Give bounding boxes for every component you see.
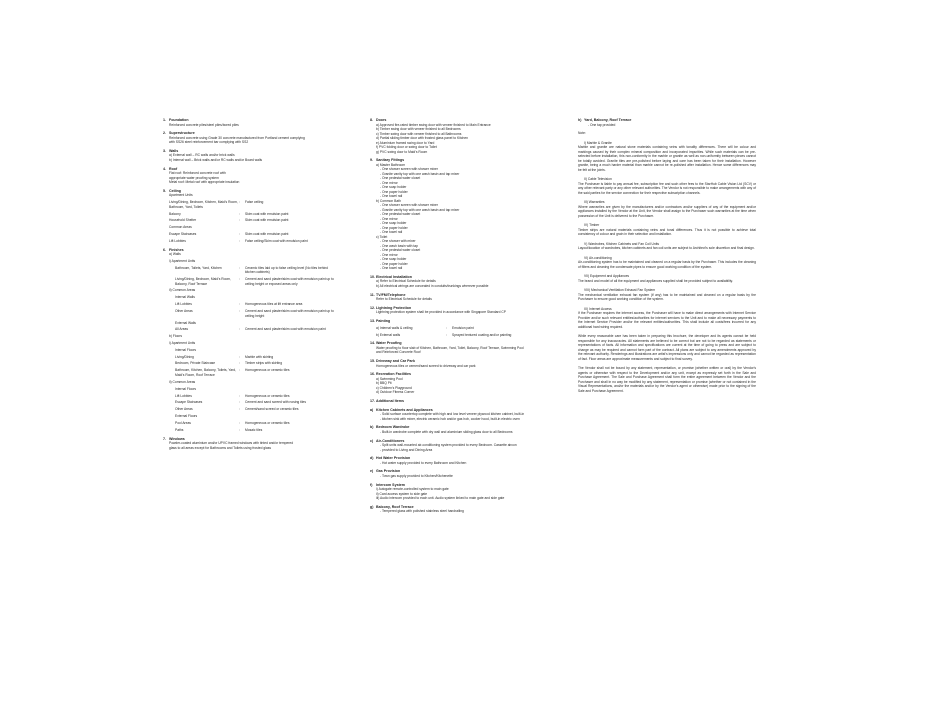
- section-number: h): [578, 118, 582, 122]
- spec-section: [578, 118, 756, 127]
- section-number: 2.: [163, 131, 166, 136]
- spec-label: Lift Lobbies: [175, 302, 192, 307]
- spec-section: [370, 439, 548, 453]
- note-text: The Vendor shall not be bound by any statement, representation, or promise (whether written or oral) by the Vendor's agents or otherwise with respect to the Development and/or any unit, except as expressly set forth in the Sale and Purchase Agreement. The Sale and Purchase Agreement shall form the entire agreement between the Vendor and the Purchaser and shall in no way be modified by any statement, representation or promise (whether or not contained in the Visual Representations, and/or the materials and/or by the Vendor's agent or otherwise) made prior to the signing of the Sale and Purchase Agreement.: [578, 366, 756, 393]
- spec-label: Lift Lobbies: [169, 239, 186, 244]
- note-block: [578, 307, 756, 330]
- section-title: Bedroom Wardrobe: [376, 425, 410, 430]
- section-number: 15.: [370, 359, 375, 364]
- spec-section: [163, 118, 335, 127]
- spec-label: Bathroom, Toilets, Yard, Kitchen: [175, 265, 222, 270]
- section-number: 14.: [370, 341, 375, 346]
- spec-label: Bedroom, Private Staircase: [175, 361, 216, 366]
- spec-row: [163, 266, 335, 275]
- section-title: Yard, Balcony, Roof Terrace: [584, 118, 632, 122]
- spec-value: [245, 225, 335, 230]
- colon: :: [239, 368, 240, 373]
- spec-value: Emulsion paint: [452, 325, 474, 330]
- list-item: - Granite vanity top with one wash basin and tap mixer: [380, 208, 548, 213]
- item-list: [370, 239, 548, 271]
- colon: :: [239, 354, 240, 359]
- list-item: - One towel rail: [380, 266, 548, 271]
- section-title: TV/FM/Telephone: [376, 292, 406, 297]
- section-text: e) Aluminium framed swing door to Yard: [376, 140, 435, 145]
- spec-section: [370, 158, 548, 271]
- spec-section: [370, 372, 548, 395]
- spec-section: [163, 189, 335, 244]
- spec-row: [163, 394, 335, 399]
- section-text: f) PVC folding door or swing door to Toilet: [376, 145, 437, 149]
- section-title: Driveway and Car Park: [376, 359, 415, 364]
- section-text: appropriate water proofing system: [169, 175, 219, 180]
- list-item: - Granite vanity top with one wash basin and tap mixer: [380, 172, 548, 177]
- list-item: - One soap holder: [380, 221, 548, 226]
- section-heading: [370, 319, 548, 324]
- list-item: - One pedestal water closet: [380, 248, 548, 253]
- note-heading: IV) Timber: [584, 223, 600, 228]
- note-text: The brand and model of all the equipment and appliances supplied shall be provided subject to availability.: [578, 278, 733, 283]
- item-list: [370, 509, 548, 514]
- section-number: 7.: [163, 436, 166, 441]
- list-item: - One shower screen with shower mixer: [380, 167, 548, 172]
- list-item: - Split units wall-mounted air-conditioning system provided to every Bedroom. Cassette aircon: [380, 443, 548, 448]
- section-title: Balcony, Roof Terrace: [376, 504, 414, 509]
- spec-label: Escape Staircases: [175, 400, 203, 405]
- spec-value: Homogeneous tiles at lift entrance area: [245, 302, 303, 307]
- section-text: Refer to Electrical Schedule for details: [376, 297, 432, 302]
- spec-label: Household Shelter: [169, 218, 197, 223]
- section-text: ii) Card access system to side gate: [376, 491, 428, 496]
- colon: :: [239, 239, 240, 244]
- note-text: Marble and granite are natural stone materials containing veins with tonality differences. There will be colour and markings caused by their complex mineral composition and incorporated impurities. While such materials can be pre-selected before installation, this non-conformity in the marble or granite as well as non-uniformity between pieces cannot be totally avoided. Granite tiles are pre-polished before laying and care has been taken for their installation. However granite, being a much harder material than marble cannot be re-polished after installation. Hence some differences may be felt at the joints.: [578, 145, 756, 172]
- section-text: a) Refer to Electrical Schedule for details: [376, 279, 436, 284]
- spec-value: False ceiling: [245, 200, 264, 205]
- note-label: Note:: [578, 131, 586, 136]
- spec-section: [163, 131, 335, 145]
- note-block: [578, 141, 756, 173]
- list-item: - One mirror: [380, 181, 548, 186]
- section-number: 9.: [370, 158, 373, 163]
- list-item: - One soap holder: [380, 185, 548, 190]
- section-number: e): [370, 469, 374, 474]
- spec-section: [370, 469, 548, 478]
- spec-value: Cement and sand plaster/skim coat with emulsion paint up to ceiling height: [245, 309, 334, 318]
- item-list: [370, 430, 548, 435]
- list-item: - One paper holder: [380, 226, 548, 231]
- spec-row: [163, 327, 335, 332]
- item-list: [370, 203, 548, 235]
- spec-row: [370, 326, 548, 331]
- list-item: - One paper holder: [380, 190, 548, 195]
- colon: :: [239, 309, 240, 314]
- note-heading: VII) Equipment and Appliances: [584, 274, 630, 279]
- section-number: 16.: [370, 372, 375, 377]
- spec-value: Skim coat with emulsion paint: [245, 218, 289, 223]
- section-number: 1.: [163, 118, 166, 122]
- section-title: Kitchen Cabinets and Appliances: [376, 407, 433, 412]
- spec-label: External Floors: [175, 414, 198, 419]
- section-title: Recreation Facilities: [376, 372, 411, 377]
- spec-section: [163, 149, 335, 163]
- section-number: 4.: [163, 166, 166, 171]
- subsection-heading: b) Floors: [169, 334, 183, 339]
- note-block: [578, 177, 756, 195]
- list-item: - One paper holder: [380, 262, 548, 267]
- note-heading: I) Marble & Granite: [584, 140, 612, 145]
- list-item: - One shower with mixer: [380, 239, 548, 244]
- spec-section: [370, 319, 548, 337]
- section-title: Superstructure: [169, 131, 195, 136]
- section-text: glass to all areas except for Bathrooms and Toilets using frosted glass: [169, 445, 272, 450]
- spec-row: [163, 212, 335, 217]
- section-number: 3.: [163, 148, 166, 153]
- spec-label: Internal Floors: [175, 386, 197, 391]
- spec-label: Common Areas: [169, 225, 192, 230]
- spec-label: Internal Floors: [175, 347, 197, 352]
- spec-value: [245, 414, 335, 419]
- spec-row: [163, 302, 335, 307]
- spec-section: [370, 306, 548, 315]
- colon: :: [239, 427, 240, 432]
- section-number: 12.: [370, 305, 375, 310]
- section-text: b) Internal wall – Brick walls and/or RC walls and/or Board walls: [169, 157, 263, 162]
- spec-row: [163, 368, 335, 377]
- spec-value: False ceiling/Skim coat with emulsion paint: [245, 239, 308, 244]
- section-title: Gas Provision: [376, 469, 401, 474]
- section-number: g): [370, 504, 374, 509]
- note-heading: VI) Air-conditioning: [584, 255, 612, 260]
- spec-row: [163, 295, 335, 300]
- section-text: Lightning protection system shall be provided in accordance with Singapore Standard CP: [376, 310, 506, 315]
- section-text: b) Common Bath: [376, 198, 401, 203]
- spec-value: Sprayed textured coating and/or painting: [452, 332, 512, 337]
- section-text: with SS26 steel reinforcement bar complying with SS2: [169, 140, 249, 145]
- spec-row: [163, 225, 335, 230]
- item-list: [578, 123, 756, 128]
- section-number: 8.: [370, 118, 373, 122]
- spec-label: Lift Lobbies: [175, 393, 192, 398]
- spec-value: [245, 321, 335, 326]
- spec-row: [163, 309, 335, 318]
- note-block: [578, 366, 756, 393]
- spec-row: [163, 355, 335, 360]
- spec-label: Other Areas: [175, 309, 193, 314]
- list-item: - One pedestal water closet: [380, 212, 548, 217]
- note-text: Where warranties are given by the manufacturers and/or contractors and/or suppliers of any of the equipment and/or appliances installed by the Vendor at the Unit, the Vendor shall assign to the Purchaser such warranties at the time when possession of the Unit is delivered to the Purchaser.: [578, 204, 756, 218]
- note-block: [578, 256, 756, 270]
- section-text: a) Walls: [169, 252, 181, 257]
- section-text: d) Outdoor Fitness Corner: [376, 390, 415, 395]
- section-heading: [370, 399, 548, 404]
- colon: :: [239, 218, 240, 223]
- colon: :: [239, 277, 240, 282]
- note-heading: VIII) Mechanical Ventilation Exhaust Fan System: [584, 288, 656, 293]
- spec-label: All Areas: [175, 327, 189, 332]
- spec-label: External Walls: [175, 320, 196, 325]
- section-text: Water proofing to floor slab of Kitchen, Bathroom, Yard, Toilet, Balcony, Roof Terrace, Swimming Pool: [376, 345, 524, 350]
- spec-section: [163, 167, 335, 185]
- section-title: Air-Conditioners: [376, 438, 405, 443]
- spec-value: Homogeneous or ceramic tiles: [245, 421, 290, 426]
- spec-row: [163, 348, 335, 353]
- section-text: b) All electrical wirings are concealed in conduits/trunkings wherever possible: [376, 283, 489, 288]
- list-item: - One shower screen with shower mixer: [380, 203, 548, 208]
- note-heading: V) Wardrobes, Kitchen Cabinets and Fan Coil Units: [584, 241, 660, 246]
- section-number: 17.: [370, 398, 375, 403]
- section-number: 13.: [370, 318, 375, 323]
- section-title: Lightning Protection: [376, 305, 412, 310]
- list-item: - Town gas supply provided to Kitchen/Kitchenette: [380, 474, 548, 479]
- spec-row: [163, 387, 335, 392]
- colon: :: [239, 211, 240, 216]
- section-text: a) Approved fire-rated timber swing door with veneer finished to Main Entrance: [376, 122, 491, 127]
- section-text: b) BBQ Pit: [376, 381, 392, 386]
- spec-section: [163, 437, 335, 451]
- note-heading: IX) Internet Access: [584, 306, 612, 311]
- spec-row: [163, 200, 335, 209]
- spec-section: [370, 408, 548, 422]
- item-list: [370, 412, 548, 421]
- section-number: d): [370, 456, 374, 461]
- section-text: a) Master Bathroom: [376, 162, 406, 167]
- spec-value: Marble with skirting: [245, 354, 274, 359]
- list-item: - One soap holder: [380, 257, 548, 262]
- section-title: Walls: [169, 148, 179, 153]
- section-title: Roof: [169, 166, 178, 171]
- section-text: a) Swimming Pool: [376, 376, 403, 381]
- section-number: a): [370, 407, 374, 412]
- subsection-heading: i) Apartment Units: [169, 340, 196, 345]
- note-text: The Purchaser is liable to pay annual fee, subscription fee and such other fees to the StarHub Cable Vision Ltd (SCV) or any other relevant party or any other relevant authorities. The Vendor is not responsible to make arrangements with any of the said parties for the service connection for their respective subscription channels.: [578, 181, 756, 195]
- spec-section: [370, 456, 548, 465]
- section-title: Windows: [169, 436, 185, 441]
- section-text: b) Timber swing door with veneer finished to all Bedrooms: [376, 127, 461, 131]
- note-heading: III) Warranties: [584, 200, 605, 205]
- spec-section: [163, 248, 335, 433]
- colon: :: [239, 421, 240, 426]
- note-block: [578, 334, 756, 361]
- section-title: Intercom System: [376, 482, 405, 487]
- spec-label: Living/Dining: [175, 354, 194, 359]
- note-block: [578, 274, 756, 283]
- spec-value: Skim coat with emulsion paint: [245, 211, 289, 216]
- spec-section: [370, 118, 548, 154]
- list-item: - One pedestal water closet: [380, 176, 548, 181]
- spec-section: [370, 425, 548, 434]
- spec-row: [163, 277, 335, 286]
- subsection-heading: ii) Common Areas: [169, 379, 196, 384]
- section-title: Additional Items: [376, 398, 404, 403]
- section-text: Homogeneous tiles or cement/sand screed to driveway and car park: [376, 363, 476, 368]
- spec-section: [370, 505, 548, 514]
- colon: :: [446, 325, 447, 330]
- section-number: b): [370, 425, 374, 430]
- section-title: Foundation: [169, 118, 189, 122]
- spec-label: Paths: [175, 427, 184, 432]
- item-list: [370, 443, 548, 452]
- list-item: - Solid surface countertop complete with high and low level veneer plywood kitchen cabinet, built-in: [380, 412, 548, 417]
- column-2: [370, 118, 548, 518]
- section-text: Flat roof: Reinforced concrete roof with: [169, 171, 226, 176]
- spec-value: [245, 295, 335, 300]
- spec-section: [370, 275, 548, 289]
- spec-label: Bathroom, Kitchen, Balcony, Toilets, Yard, Maid's Room, Roof Terrace: [175, 368, 236, 377]
- spec-label: Balcony: [169, 211, 181, 216]
- spec-section: [370, 399, 548, 404]
- spec-label: Living/Dining, Bedroom, Kitchen, Maid's Room, Bathroom, Yard, Toilets: [169, 200, 238, 209]
- colon: :: [239, 232, 240, 237]
- spec-value: [245, 387, 335, 392]
- spec-row: [163, 218, 335, 223]
- spec-label: Other Areas: [175, 407, 193, 412]
- colon: :: [239, 407, 240, 412]
- spec-value: Cement and sand plaster/skim coat with emulsion paint up to ceiling height or exposed areas only: [245, 277, 334, 286]
- section-text: d) Partial sliding timber door with frosted glass panel to Kitchen: [376, 136, 468, 140]
- note-block: [578, 223, 756, 237]
- spec-section: [370, 293, 548, 302]
- spec-value: Ceramic tiles laid up to false ceiling level (No tiles behind kitchen cabinets): [245, 265, 329, 275]
- section-text: Reinforced concrete using Grade 30 concrete manufactured from Portland cement complying: [169, 135, 305, 140]
- section-number: 6.: [163, 247, 166, 252]
- section-text: c) Toilet: [376, 234, 388, 239]
- spec-row: [163, 232, 335, 237]
- spec-row: [163, 239, 335, 244]
- spec-value: Skim coat with emulsion paint: [245, 232, 289, 237]
- spec-label: Internal Walls: [175, 295, 195, 300]
- section-title: Painting: [376, 318, 391, 323]
- list-item: - kitchen sink with mixer, electric ceramic hob and/or gas hob, cooker hood, built-in electric oven: [380, 417, 548, 422]
- section-title: Water Proofing: [376, 341, 402, 346]
- section-number: 10.: [370, 274, 375, 279]
- note-text: The mechanical ventilation exhaust fan system (if any) has to be maintained and cleaned on a regular basis by the Purchaser to ensure good working condition of the system.: [578, 292, 756, 302]
- section-text: g) PVC swing door to Maid's Room: [376, 149, 428, 154]
- section-title: Doors: [376, 118, 387, 122]
- section-text: Reinforced concrete piles/steel piles/bored piles: [169, 122, 239, 127]
- note-text: Timber strips are natural materials containing veins and tonal differences. Thus it is not possible to achieve total consistency of colour and grain in their selection and installation.: [578, 227, 756, 237]
- section-text: i) Autogate remote-controlled system to main gate: [376, 487, 449, 492]
- note-text: Air-conditioning system has to be maintained and cleaned on a regular basis by the Purchaser. This includes the cleaning of filters and cleaning the condensate pipes to ensure good working condition of the system.: [578, 260, 756, 269]
- section-number: c): [370, 438, 374, 443]
- spec-section: [370, 359, 548, 368]
- subsection-heading: i) Apartment Units: [169, 258, 196, 263]
- section-text: and Reinforced Concrete Roof: [376, 350, 421, 355]
- section-text: iii) Audio intercom provided to each unit. Audio system linked to main gate and side gate: [376, 496, 505, 501]
- section-number: f): [370, 482, 373, 487]
- colon: :: [239, 265, 240, 270]
- section-number: 5.: [163, 188, 166, 193]
- spec-value: Timber strips with skirting: [245, 361, 283, 366]
- subsection-heading: ii) Common Areas: [169, 288, 196, 293]
- section-text: a) External wall – RC walls and/or brick walls: [169, 153, 235, 158]
- spec-row: [163, 361, 335, 366]
- spec-row: [163, 400, 335, 405]
- colon: :: [239, 327, 240, 332]
- section-title: Hot Water Provision: [376, 456, 411, 461]
- spec-value: Cement and sand screed with nosing tiles: [245, 400, 307, 405]
- spec-value: Mosaic tiles: [245, 427, 263, 432]
- spec-row: [370, 333, 548, 338]
- column-1: [163, 118, 335, 454]
- note-block: [578, 288, 756, 302]
- list-item: - One mirror: [380, 217, 548, 222]
- note-text: While every reasonable care has been taken in preparing this brochure, the developer and its agents cannot be held responsible for any inaccuracies. All statements are believed to be correct but are not to be regarded as statements or representations of facts. All information and specifications are current at the time of going to press and are subject to change as may be required and cannot form part of the contract. All plans are subject to any amendments approved by the relevant authority. Renderings and illustrations are artist's impressions only and cannot be regarded as representation of fact. Floor areas are approximate measurements and subject to final survey.: [578, 334, 756, 361]
- spec-label: Escape Staircases: [169, 232, 197, 237]
- note-text: If the Purchaser requires the internet access, the Purchaser will have to make direct arrangements with Internet Service Provider and/or such relevant entities/authorities for internet services to the Unit and to make all necessary payments to the Internet Service Provider and/or the relevant entities/authorities. This shall include all costs/fees incurred for any additional hard wiring required.: [578, 311, 756, 329]
- list-item: - One towel rail: [380, 230, 548, 235]
- note-heading: II) Cable Television: [584, 177, 612, 182]
- list-item: - provided to Living and Dining Area: [380, 448, 548, 453]
- list-item: - Built-in wardrobe complete with dry wall and aluminium sliding glass door to all Bedrooms: [380, 430, 548, 435]
- section-title: Ceiling: [169, 188, 181, 193]
- list-item: - Hot water supply provided to every Bathroom and Kitchen: [380, 461, 548, 466]
- item-list: [370, 461, 548, 466]
- list-item: - One tap provided: [588, 123, 756, 128]
- spec-label: Living/Dining, Bedroom, Maid's Room, Balcony, Roof Terrace: [175, 277, 231, 286]
- section-text: c) Timber swing door with veneer finished to all Bathrooms: [376, 131, 462, 136]
- spec-row: [163, 421, 335, 426]
- section-title: Electrical Installation: [376, 274, 412, 279]
- colon: :: [239, 393, 240, 398]
- spec-label: b) External walls: [376, 332, 401, 337]
- spec-section: [370, 341, 548, 355]
- spec-value: Homogeneous or ceramic tiles: [245, 368, 290, 373]
- section-text: Powder-coated aluminium and/or UPVC framed windows with tinted and/or tempered: [169, 441, 294, 446]
- colon: :: [446, 332, 447, 337]
- note-text: Layout/location of wardrobes, kitchen cabinets and fan coil units are subject to Architect's sole discretion and final design.: [578, 246, 755, 251]
- colon: :: [239, 400, 240, 405]
- section-text: Apartment Units: [169, 193, 193, 198]
- colon: :: [239, 200, 240, 205]
- list-item: - One towel rail: [380, 194, 548, 199]
- spec-label: a) Internal walls & ceiling: [376, 325, 413, 330]
- section-text: Metal roof: Metal roof with appropriate insulation: [169, 180, 240, 185]
- spec-row: [163, 428, 335, 433]
- colon: :: [239, 361, 240, 366]
- item-list: [370, 474, 548, 479]
- spec-label: Pool Areas: [175, 421, 191, 426]
- spec-value: [245, 348, 335, 353]
- list-item: - One mirror: [380, 253, 548, 258]
- spec-value: Cement/sand screed or ceramic tiles: [245, 407, 299, 412]
- spec-value: Homogeneous or ceramic tiles: [245, 393, 290, 398]
- note-block: [578, 242, 756, 251]
- section-number: 11.: [370, 292, 375, 297]
- spec-row: [163, 407, 335, 412]
- item-list: [370, 167, 548, 199]
- section-title: Finishes: [169, 247, 184, 252]
- section-text: c) Children's Playground: [376, 385, 412, 390]
- note-block: [578, 200, 756, 218]
- column-3: [578, 118, 756, 398]
- spec-row: [163, 414, 335, 419]
- spec-section: [370, 483, 548, 501]
- spec-row: [163, 321, 335, 326]
- colon: :: [239, 302, 240, 307]
- spec-value: Cement and sand plaster/skim coat with emulsion paint: [245, 327, 326, 332]
- section-title: Sanitary Fittings: [376, 158, 405, 163]
- list-item: - Tempered glass with polished stainless steel handrailing: [380, 509, 548, 514]
- list-item: - One wash basin with tap: [380, 244, 548, 249]
